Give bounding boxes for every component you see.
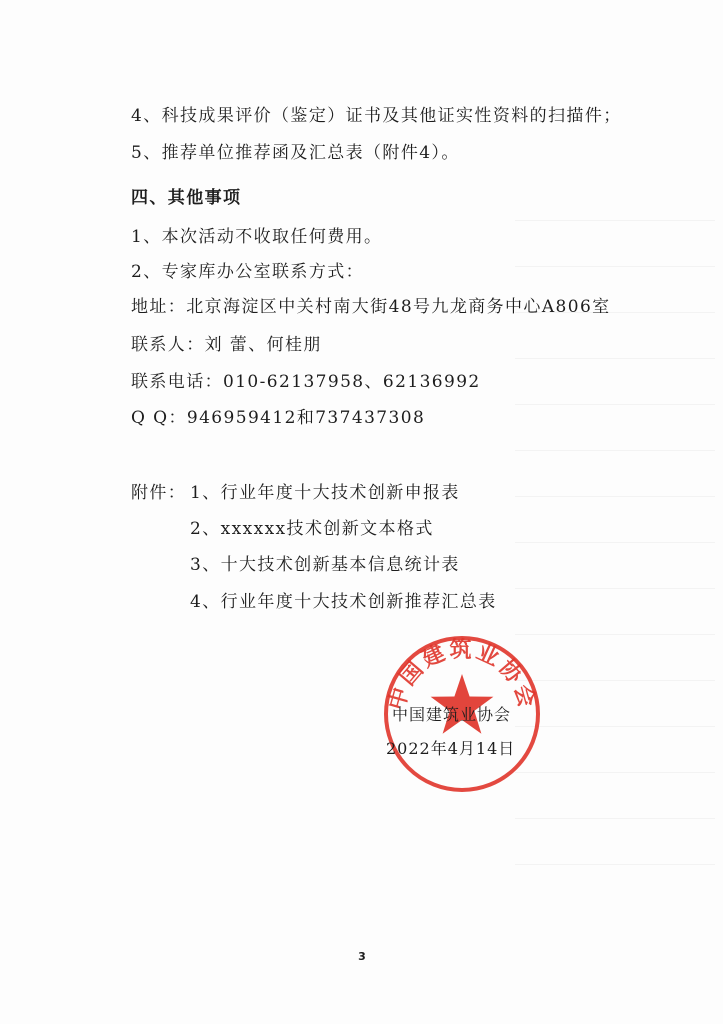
contact-person: 联系人：刘 蕾、何桂朋 [131, 335, 322, 355]
attachment-item-3: 3、十大技术创新基本信息统计表 [190, 555, 460, 575]
attachment-item-2: 2、xxxxxx技术创新文本格式 [190, 519, 434, 539]
requirement-item-4: 4、科技成果评价（鉴定）证书及其他证实性资料的扫描件； [131, 106, 622, 126]
contact-address: 地址：北京海淀区中关村南大街48号九龙商务中心A806室 [131, 297, 611, 317]
contact-phone: 联系电话：010-62137958、62136992 [131, 372, 481, 392]
show-through-ghost [515, 220, 715, 910]
attachments-label: 附件： [131, 483, 187, 503]
other-matters-item-2: 2、专家库办公室联系方式： [131, 262, 365, 282]
other-matters-item-1: 1、本次活动不收取任何费用。 [131, 227, 383, 247]
contact-qq: Q Q：946959412和737437308 [131, 408, 426, 428]
seal-text: 中国建筑业协会 [384, 637, 540, 713]
signature-organization: 中国建筑业协会 [392, 705, 512, 724]
requirement-item-5: 5、推荐单位推荐函及汇总表（附件4）。 [131, 143, 460, 163]
attachment-item-4: 4、行业年度十大技术创新推荐汇总表 [190, 592, 497, 612]
section-heading-other-matters: 四、其他事项 [131, 188, 242, 208]
attachment-item-1: 1、行业年度十大技术创新申报表 [190, 483, 460, 503]
page-number: 3 [358, 950, 366, 963]
signature-date: 2022年4月14日 [386, 739, 516, 758]
